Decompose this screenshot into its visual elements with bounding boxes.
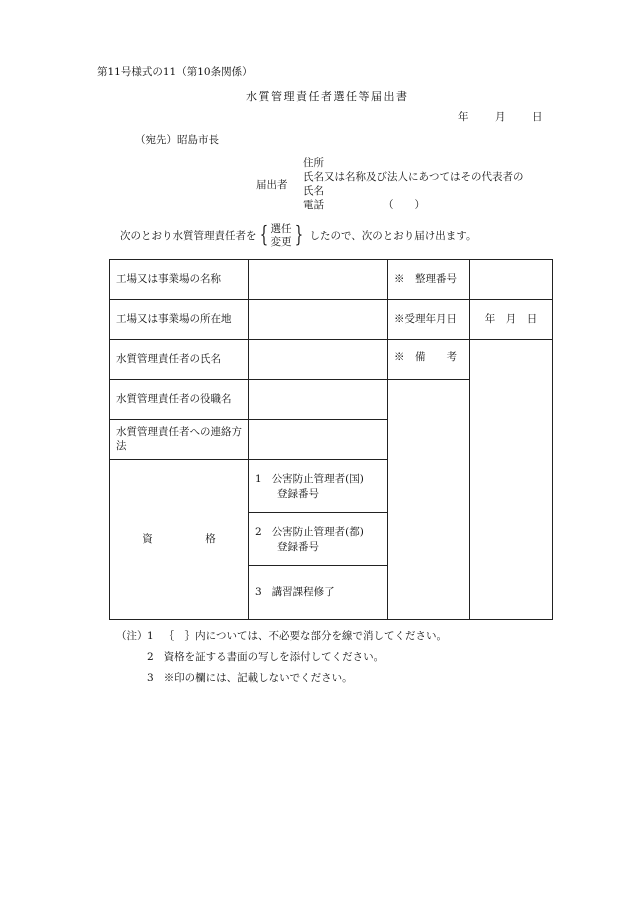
statement [120, 223, 476, 249]
received-date-value: 年 月 日 [470, 300, 553, 340]
qualification-item-3[interactable] [249, 566, 388, 620]
facility-location-label: 工場又は事業場の所在地 [110, 300, 249, 340]
brace-left: { [259, 223, 268, 249]
notifier-phone-label: 電話 [303, 199, 324, 211]
ref-number-label: ※ 整理番号 [388, 260, 470, 300]
remarks-area-extension [388, 380, 470, 620]
date-year-label: 年 [458, 111, 469, 123]
qualification-2-label: 公害防止管理者(都) [271, 525, 364, 538]
manager-name-label: 水質管理責任者の氏名 [110, 340, 249, 380]
note-3-num: 3 [147, 672, 154, 684]
qualification-1-sub: 登録番号 [277, 488, 319, 500]
form-number: 第11号様式の11（第10条関係） [97, 66, 253, 78]
qualification-item-1[interactable] [249, 460, 388, 513]
brace-right: } [294, 223, 303, 249]
remarks-value [470, 340, 553, 620]
facility-name-value[interactable] [249, 260, 388, 300]
facility-name-label: 工場又は事業場の名称 [110, 260, 249, 300]
option-brace [257, 223, 306, 249]
date-month-label: 月 [495, 111, 506, 123]
manager-contact-value[interactable] [249, 420, 388, 460]
manager-title-label: 水質管理責任者の役職名 [110, 380, 249, 420]
table-row [110, 260, 553, 300]
note-2-num: 2 [147, 651, 154, 663]
qualification-item-2[interactable] [249, 513, 388, 566]
note-1-text: ｛ ｝内については、不必要な部分を線で消してください。 [163, 630, 447, 642]
note-item-2 [147, 651, 384, 664]
statement-prefix: 次のとおり水質管理責任者を [120, 229, 257, 242]
note-2-text: 資格を証する書面の写しを添付してください。 [163, 651, 385, 663]
notifier-label: 届出者 [256, 179, 288, 191]
facility-location-value[interactable] [249, 300, 388, 340]
notifier-address-label: 住所 [303, 157, 324, 169]
manager-contact-label: 水質管理責任者への連絡方法 [110, 420, 249, 460]
note-3-text: ※印の欄には、記載しないでください。 [163, 672, 353, 684]
option-select: 選任 [270, 223, 292, 235]
note-item-3 [147, 672, 353, 685]
notes-prefix: （注） [116, 630, 148, 642]
qualification-3-label: 講習課程修了 [271, 585, 335, 598]
option-change: 変更 [270, 236, 292, 249]
qualification-label: 資 格 [110, 460, 249, 620]
form-table [109, 259, 553, 620]
manager-title-value[interactable] [249, 380, 388, 420]
manager-name-value[interactable] [249, 340, 388, 380]
date-day-label: 日 [532, 111, 543, 123]
notifier-phone-parens: （ ） [383, 199, 425, 211]
received-date-label: ※受理年月日 [388, 300, 470, 340]
document-title: 水質管理責任者選任等届出書 [246, 90, 409, 103]
qualification-2-sub: 登録番号 [277, 541, 319, 553]
addressee: （宛先）昭島市長 [135, 134, 219, 146]
remarks-label: ※ 備 考 [388, 340, 470, 380]
statement-suffix: したので、次のとおり届け出ます。 [309, 229, 477, 242]
qualification-2-num: 2 [255, 525, 262, 538]
qualification-3-num: 3 [255, 585, 262, 598]
notifier-name-line1: 氏名又は名称及び法人にあつてはその代表者の [303, 171, 524, 183]
notifier-name-line2: 氏名 [303, 185, 324, 197]
ref-number-value [470, 260, 553, 300]
qualification-1-num: 1 [255, 472, 262, 485]
qualification-1-label: 公害防止管理者(国) [271, 472, 364, 485]
table-row [110, 340, 553, 380]
table-row [110, 300, 553, 340]
note-item-1 [147, 630, 447, 643]
note-1-num: 1 [147, 630, 154, 642]
